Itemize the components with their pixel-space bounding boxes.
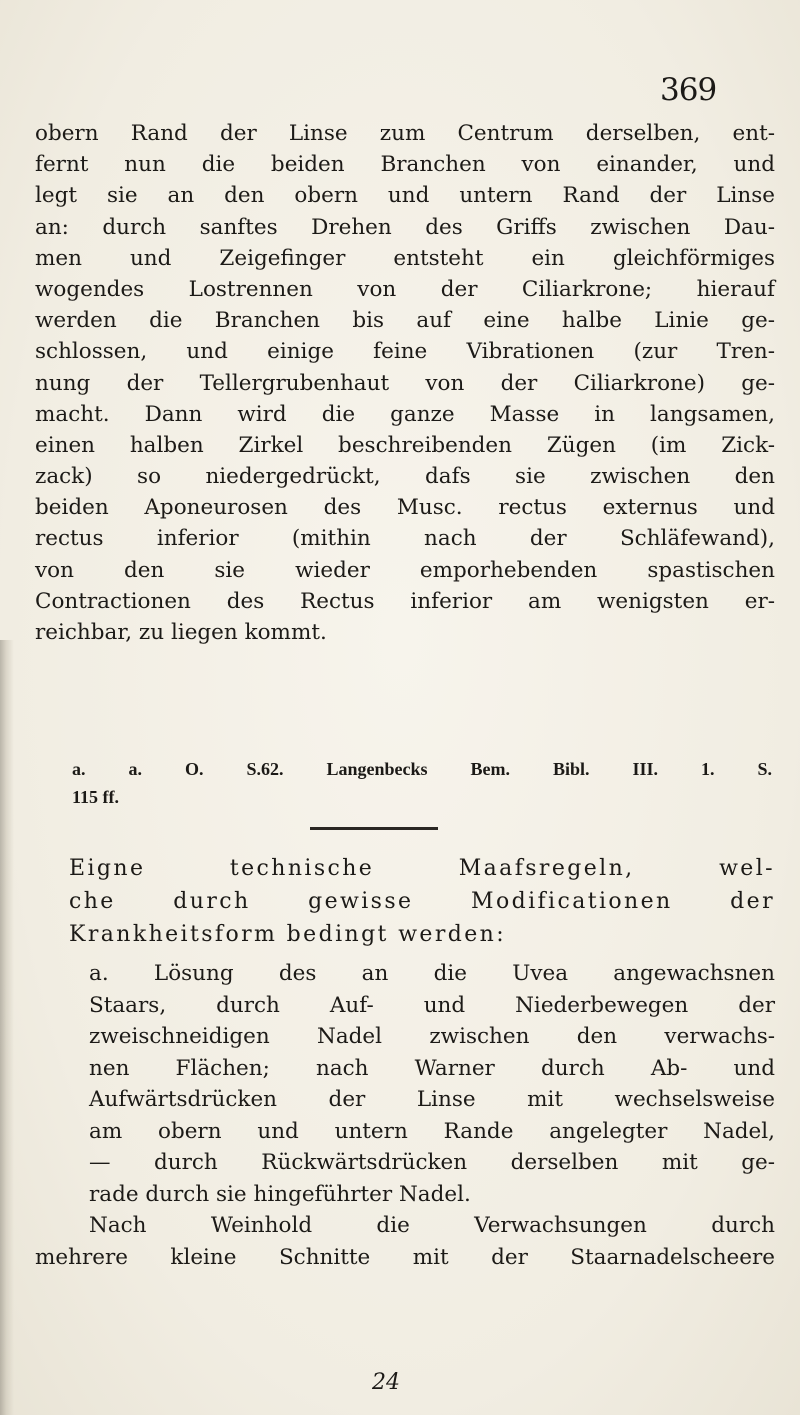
page-number: 369 bbox=[660, 72, 717, 108]
text-line: zweischneidigen Nadel zwischen den verwachs- bbox=[89, 1024, 775, 1049]
text-line: Staars, durch Auf- und Niederbewegen der bbox=[89, 992, 775, 1018]
signature-mark: 24 bbox=[372, 1370, 400, 1395]
text-line: am obern und untern Rande angelegter Nadel, bbox=[89, 1118, 775, 1144]
citation-line: 115 ff. bbox=[72, 787, 119, 807]
text-line: zack) so niedergedrückt, dafs sie zwischen den bbox=[35, 464, 775, 490]
text-line: Aufwärtsdrücken der Linse mit wechselsweise bbox=[89, 1087, 775, 1112]
text-line: schlossen, und einige feine Vibrationen (zur Tren- bbox=[35, 339, 775, 365]
section-heading bbox=[69, 852, 775, 951]
heading-line: Krankheitsform bedingt werden: bbox=[69, 922, 507, 947]
text-line: nung der Tellergrubenhaut von der Ciliarkrone) ge- bbox=[35, 370, 775, 396]
text-line: beiden Aponeurosen des Musc. rectus externus und bbox=[35, 495, 775, 521]
section-divider bbox=[310, 827, 438, 830]
text-line: Nach Weinhold die Verwachsungen durch bbox=[89, 1213, 775, 1238]
text-line: Contractionen des Rectus inferior am wenigsten er- bbox=[35, 588, 775, 614]
text-line: fernt nun die beiden Branchen von einander, und bbox=[35, 152, 775, 178]
text-line: men und Zeigefinger entsteht ein gleichförmiges bbox=[35, 245, 775, 271]
text-line: an: durch sanftes Drehen des Griffs zwischen Dau- bbox=[35, 214, 775, 240]
text-line: mehrere kleine Schnitte mit der Staarnadelscheere bbox=[35, 1244, 775, 1270]
text-line: werden die Branchen bis auf eine halbe Linie ge- bbox=[35, 308, 775, 334]
heading-line: che durch gewisse Modificationen der bbox=[69, 889, 775, 914]
text-line: reichbar, zu liegen kommt. bbox=[35, 620, 327, 645]
section-a-text bbox=[35, 958, 775, 1273]
text-line: wogendes Lostrennen von der Ciliarkrone; hierauf bbox=[35, 276, 775, 302]
text-line: legt sie an den obern und untern Rand der Linse bbox=[35, 183, 775, 209]
paragraph-1 bbox=[35, 118, 775, 648]
text-line: einen halben Zirkel beschreibenden Zügen (im Zick- bbox=[35, 432, 775, 458]
text-line: macht. Dann wird die ganze Masse in langsamen, bbox=[35, 401, 775, 427]
text-line: nen Flächen; nach Warner durch Ab- und bbox=[89, 1055, 775, 1081]
footnote-citation bbox=[72, 755, 772, 811]
spine-shadow bbox=[0, 640, 14, 1415]
text-line: rade durch sie hingeführter Nadel. bbox=[89, 1181, 471, 1207]
text-line: — durch Rückwärtsdrücken derselben mit ge- bbox=[89, 1150, 775, 1175]
text-line: obern Rand der Linse zum Centrum derselben, ent- bbox=[35, 121, 775, 146]
heading-line: Eigne technische Maafsregeln, wel- bbox=[69, 856, 775, 881]
text-line: rectus inferior (mithin nach der Schläfewand), bbox=[35, 526, 775, 552]
text-line: a. Lösung des an die Uvea angewachsnen bbox=[89, 961, 775, 986]
text-line: von den sie wieder emporhebenden spastischen bbox=[35, 557, 775, 583]
citation-line: a. a. O. S.62. Langenbecks Bem. Bibl. III. 1. S. bbox=[72, 759, 772, 779]
